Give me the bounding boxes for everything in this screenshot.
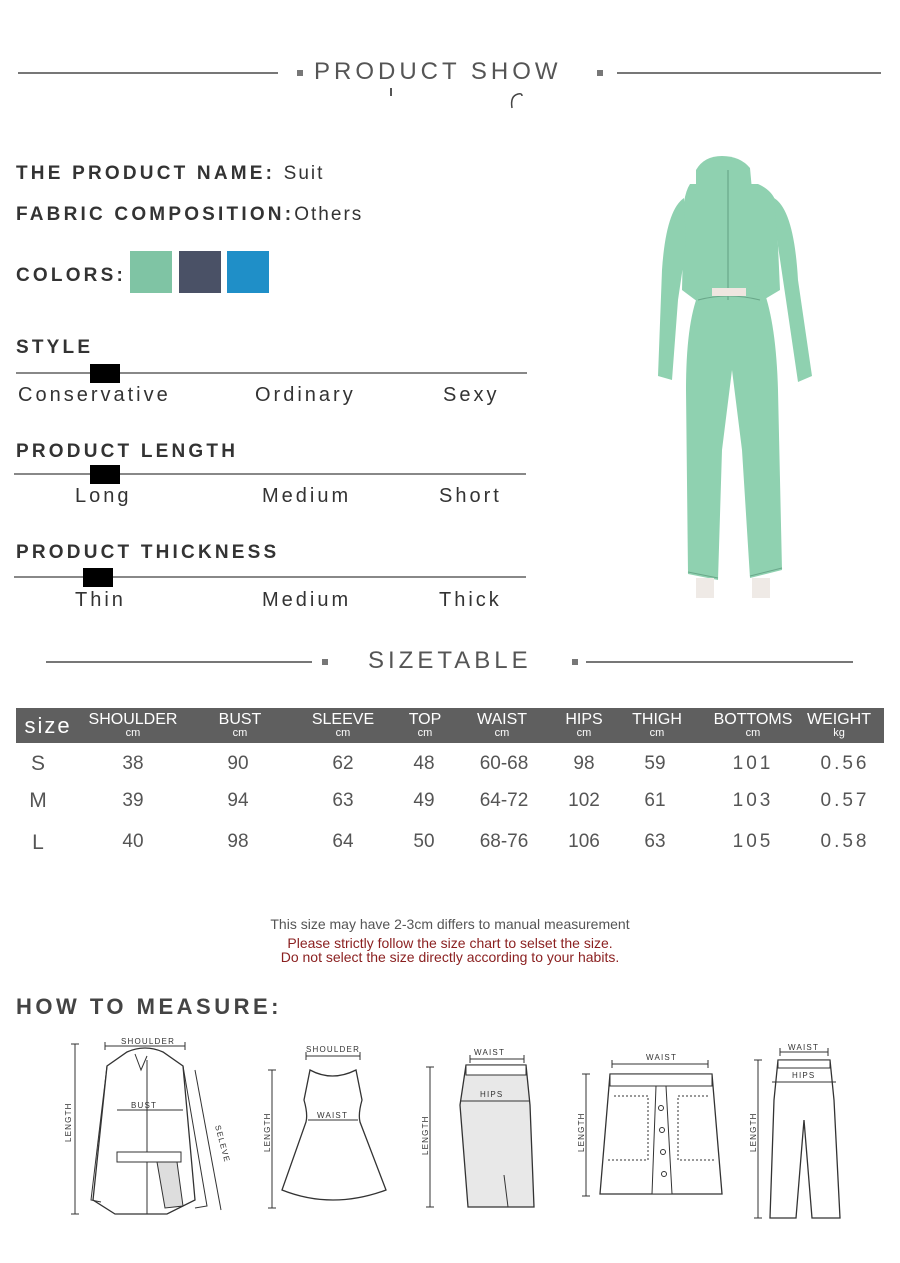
divider-left bbox=[18, 72, 278, 74]
cell-weight: 0.57 bbox=[820, 790, 870, 811]
pants-measure-diagram bbox=[748, 1040, 848, 1225]
label-hips: HIPS bbox=[480, 1090, 504, 1099]
thickness-marker bbox=[83, 568, 113, 587]
cell-top: 48 bbox=[413, 753, 435, 774]
fabric-value: Others bbox=[294, 204, 364, 225]
header-shoulder: SHOULDER cm bbox=[88, 711, 178, 739]
divider-dot bbox=[597, 70, 603, 76]
cell-bottoms: 101 bbox=[732, 753, 774, 774]
cell-sleeve: 62 bbox=[332, 753, 354, 774]
color-swatch-mint[interactable] bbox=[130, 251, 172, 293]
cell-sleeve: 64 bbox=[332, 831, 354, 852]
cell-shoulder: 40 bbox=[122, 831, 144, 852]
fabric-label: FABRIC COMPOSITION: bbox=[16, 204, 295, 225]
style-option-sexy: Sexy bbox=[443, 384, 500, 406]
cell-bust: 90 bbox=[227, 753, 249, 774]
dress-measure-diagram bbox=[262, 1040, 392, 1215]
style-option-ordinary: Ordinary bbox=[255, 384, 356, 406]
label-sleeve: SELEVE bbox=[213, 1124, 232, 1164]
skirt-measure-diagram bbox=[416, 1045, 546, 1215]
size-column-header: size bbox=[24, 713, 72, 738]
sizetable-divider-right bbox=[586, 661, 853, 663]
length-option-short: Short bbox=[439, 485, 502, 507]
cell-bottoms: 103 bbox=[732, 790, 774, 811]
label-waist: WAIST bbox=[474, 1048, 506, 1057]
divider-dot bbox=[297, 70, 303, 76]
color-swatch-charcoal[interactable] bbox=[179, 251, 221, 293]
header-hips: HIPS cm bbox=[565, 711, 603, 739]
length-option-long: Long bbox=[75, 485, 132, 507]
cell-hips: 106 bbox=[568, 831, 600, 852]
shorts-measure-diagram bbox=[574, 1048, 734, 1208]
label-shoulder: SHOULDER bbox=[121, 1037, 176, 1046]
cell-top: 49 bbox=[413, 790, 435, 811]
divider-dot bbox=[572, 659, 578, 665]
divider-dot bbox=[322, 659, 328, 665]
style-option-conservative: Conservative bbox=[18, 384, 171, 406]
header-thigh: THIGH cm bbox=[632, 711, 682, 739]
product-name-value: Suit bbox=[283, 163, 325, 184]
label-waist: WAIST bbox=[646, 1053, 678, 1062]
how-to-measure-title: HOW TO MEASURE: bbox=[16, 994, 282, 1019]
thickness-option-thick: Thick bbox=[439, 589, 502, 611]
cell-weight: 0.58 bbox=[820, 831, 870, 852]
jacket-measure-diagram bbox=[55, 1030, 235, 1225]
cell-bust: 94 bbox=[227, 790, 249, 811]
cell-bust: 98 bbox=[227, 831, 249, 852]
divider-right bbox=[617, 72, 881, 74]
label-waist: WAIST bbox=[317, 1111, 349, 1120]
color-swatch-blue[interactable] bbox=[227, 251, 269, 293]
header-bust: BUST cm bbox=[218, 711, 262, 739]
header-sleeve: SLEEVE cm bbox=[311, 711, 375, 739]
row-size: M bbox=[29, 789, 47, 812]
decorative-mark bbox=[390, 88, 392, 96]
style-marker bbox=[90, 364, 120, 383]
length-title: PRODUCT LENGTH bbox=[16, 441, 239, 462]
size-warning-1: Please strictly follow the size chart to selset the size. bbox=[287, 935, 613, 951]
cell-bottoms: 105 bbox=[732, 831, 774, 852]
label-waist: WAIST bbox=[788, 1043, 820, 1052]
label-length: LENGTH bbox=[749, 1112, 758, 1152]
length-marker bbox=[90, 465, 120, 484]
cell-weight: 0.56 bbox=[820, 753, 870, 774]
cell-shoulder: 39 bbox=[122, 790, 144, 811]
thickness-title: PRODUCT THICKNESS bbox=[16, 542, 280, 563]
cell-waist: 64-72 bbox=[479, 790, 529, 811]
product-image bbox=[600, 150, 860, 610]
size-note: This size may have 2-3cm differs to manual measurement bbox=[270, 916, 630, 932]
label-length: LENGTH bbox=[263, 1112, 272, 1152]
product-name-row bbox=[16, 163, 324, 185]
header-bottoms: BOTTOMS cm bbox=[713, 711, 793, 739]
cell-thigh: 63 bbox=[644, 831, 666, 852]
header-waist: WAIST cm bbox=[476, 711, 528, 739]
sizetable-title: SIZETABLE bbox=[368, 647, 532, 674]
label-shoulder: SHOULDER bbox=[306, 1045, 361, 1054]
label-length: LENGTH bbox=[577, 1112, 586, 1152]
cell-waist: 60-68 bbox=[479, 753, 529, 774]
style-title: STYLE bbox=[16, 337, 94, 358]
cell-top: 50 bbox=[413, 831, 435, 852]
cell-thigh: 59 bbox=[644, 753, 666, 774]
size-warning-2: Do not select the size directly according to your habits. bbox=[280, 949, 620, 965]
cell-hips: 98 bbox=[573, 753, 595, 774]
product-name-label: THE PRODUCT NAME: bbox=[16, 163, 276, 184]
label-length: LENGTH bbox=[421, 1115, 430, 1155]
header-top: TOP cm bbox=[408, 711, 442, 739]
cell-sleeve: 63 bbox=[332, 790, 354, 811]
cell-shoulder: 38 bbox=[122, 753, 144, 774]
decorative-hook bbox=[508, 88, 528, 110]
cell-hips: 102 bbox=[568, 790, 600, 811]
thickness-option-medium: Medium bbox=[262, 589, 352, 611]
label-bust: BUST bbox=[131, 1101, 158, 1110]
cell-waist: 68-76 bbox=[479, 831, 529, 852]
length-option-medium: Medium bbox=[262, 485, 352, 507]
colors-label: COLORS: bbox=[16, 265, 127, 286]
row-size: S bbox=[30, 752, 45, 775]
thickness-option-thin: Thin bbox=[75, 589, 126, 611]
label-length: LENGTH bbox=[64, 1102, 73, 1142]
header-weight: WEIGHT kg bbox=[807, 711, 871, 739]
row-size: L bbox=[32, 831, 44, 854]
label-hips: HIPS bbox=[792, 1071, 816, 1080]
fabric-row bbox=[16, 204, 363, 226]
product-show-title: PRODUCT SHOW bbox=[314, 58, 562, 85]
sizetable-divider-left bbox=[46, 661, 312, 663]
cell-thigh: 61 bbox=[644, 790, 666, 811]
